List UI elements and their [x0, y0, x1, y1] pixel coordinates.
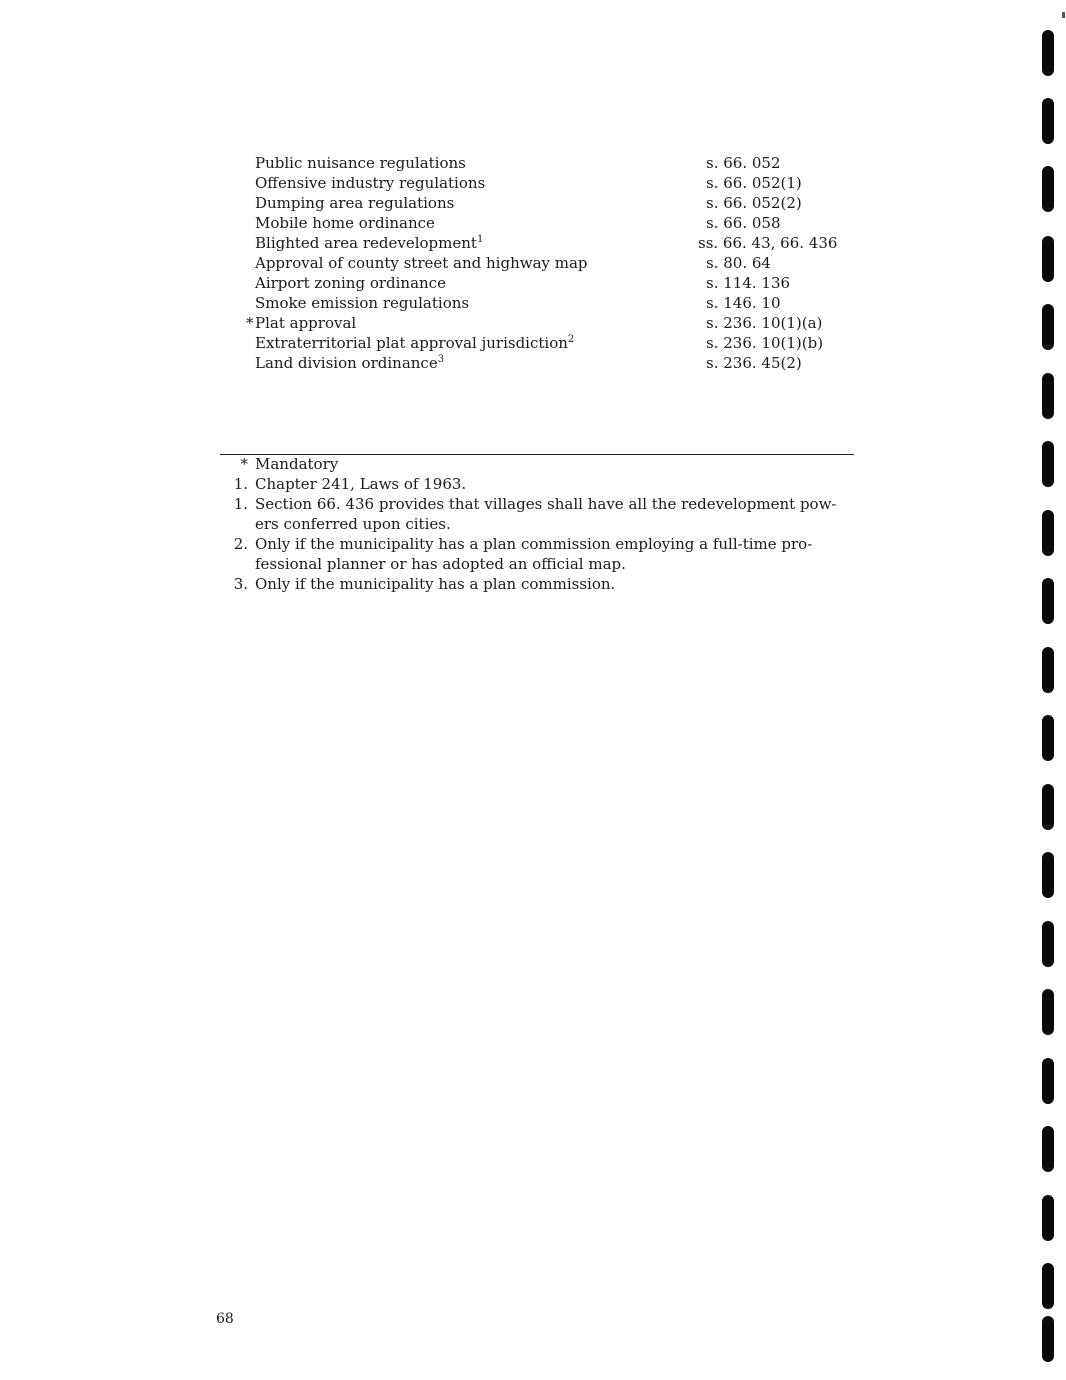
entry-row: [246, 313, 846, 333]
entry-title: * Plat approval: [246, 314, 357, 332]
entry-row: [246, 273, 846, 293]
entry-title: Extraterritorial plat approval jurisdiction$^2$: [255, 334, 575, 352]
binding-hole: [1042, 510, 1054, 556]
statute-citation: s. 114. 136: [706, 274, 791, 292]
footnotes: [218, 454, 858, 594]
binding-hole: [1042, 784, 1054, 830]
statute-citation: ss. 66. 43, 66. 436: [698, 234, 838, 252]
statute-citation: s. 66. 058: [706, 214, 781, 232]
footnote: [218, 574, 858, 594]
footnote-text: Mandatory: [255, 455, 339, 473]
footnote-text: Only if the municipality has a plan commission.: [255, 575, 616, 593]
binding-hole: [1042, 1316, 1054, 1362]
statute-citation: s. 66. 052(1): [706, 174, 802, 192]
footnote-mark: 2.: [233, 535, 248, 553]
binding-hole: [1042, 647, 1054, 693]
statute-citation: s. 236. 10(1)(a): [706, 314, 823, 332]
binding-hole: [1042, 1126, 1054, 1172]
binding-hole: [1042, 166, 1054, 212]
footnote-ref: 1: [476, 234, 484, 245]
statute-citation: s. 80. 64: [706, 254, 771, 272]
entry-row: [246, 353, 846, 373]
ordinance-list: [246, 153, 846, 373]
binding-hole: [1042, 1195, 1054, 1241]
entry-title: Airport zoning ordinance: [255, 274, 446, 292]
footnote: [218, 494, 858, 534]
entry-title: Smoke emission regulations: [255, 294, 470, 312]
binding-hole: [1042, 304, 1054, 350]
statute-citation: s. 236. 45(2): [706, 354, 802, 372]
entry-title: Mobile home ordinance: [255, 214, 435, 232]
footnote-mark: *: [240, 455, 248, 473]
footnote-mark: 1.: [233, 475, 248, 493]
binding-hole: [1042, 30, 1054, 76]
statute-citation: s. 66. 052(2): [706, 194, 802, 212]
entry-row: [246, 153, 846, 173]
entry-row: [246, 293, 846, 313]
edge-mark: [1062, 12, 1065, 18]
footnote: [218, 474, 858, 494]
binding-hole: [1042, 715, 1054, 761]
footnote-text: Section 66. 436 provides that villages shall have all the redevelopment pow-ers conferred upon cities.: [255, 495, 837, 533]
mandatory-marker: *: [246, 314, 254, 332]
footnote-ref: 3: [437, 354, 445, 365]
entry-row: [246, 173, 846, 193]
footnote-mark: 1.: [233, 495, 248, 513]
page-number: 68: [216, 1311, 234, 1327]
entry-row: [246, 213, 846, 233]
entry-title: Approval of county street and highway map: [255, 254, 588, 272]
entry-title: Dumping area regulations: [255, 194, 455, 212]
footnote: [218, 454, 858, 474]
statute-citation: s. 66. 052: [706, 154, 781, 172]
binding-hole: [1042, 1263, 1054, 1309]
footnote-text: Only if the municipality has a plan commission employing a full-time pro-fessional planner or has adopted an official map.: [255, 535, 813, 573]
footnote-ref: 2: [567, 334, 575, 345]
footnote-mark: 3.: [233, 575, 248, 593]
binding-hole: [1042, 989, 1054, 1035]
binding-hole: [1042, 921, 1054, 967]
entry-row: [246, 193, 846, 213]
entry-row: [246, 233, 846, 253]
footnote: [218, 534, 858, 574]
binding-hole: [1042, 1058, 1054, 1104]
binding-hole: [1042, 98, 1054, 144]
binding-hole: [1042, 441, 1054, 487]
binding-holes: [1041, 0, 1061, 1380]
statute-citation: s. 146. 10: [706, 294, 781, 312]
binding-hole: [1042, 236, 1054, 282]
footnote-text: Chapter 241, Laws of 1963.: [255, 475, 467, 493]
entry-title: Blighted area redevelopment$^1$: [255, 234, 484, 252]
binding-hole: [1042, 578, 1054, 624]
statute-citation: s. 236. 10(1)(b): [706, 334, 824, 352]
entry-title: Public nuisance regulations: [255, 154, 466, 172]
entry-row: [246, 333, 846, 353]
entry-row: [246, 253, 846, 273]
binding-hole: [1042, 373, 1054, 419]
entry-title: Land division ordinance$^3$: [255, 354, 445, 372]
entry-title: Offensive industry regulations: [255, 174, 486, 192]
binding-hole: [1042, 852, 1054, 898]
